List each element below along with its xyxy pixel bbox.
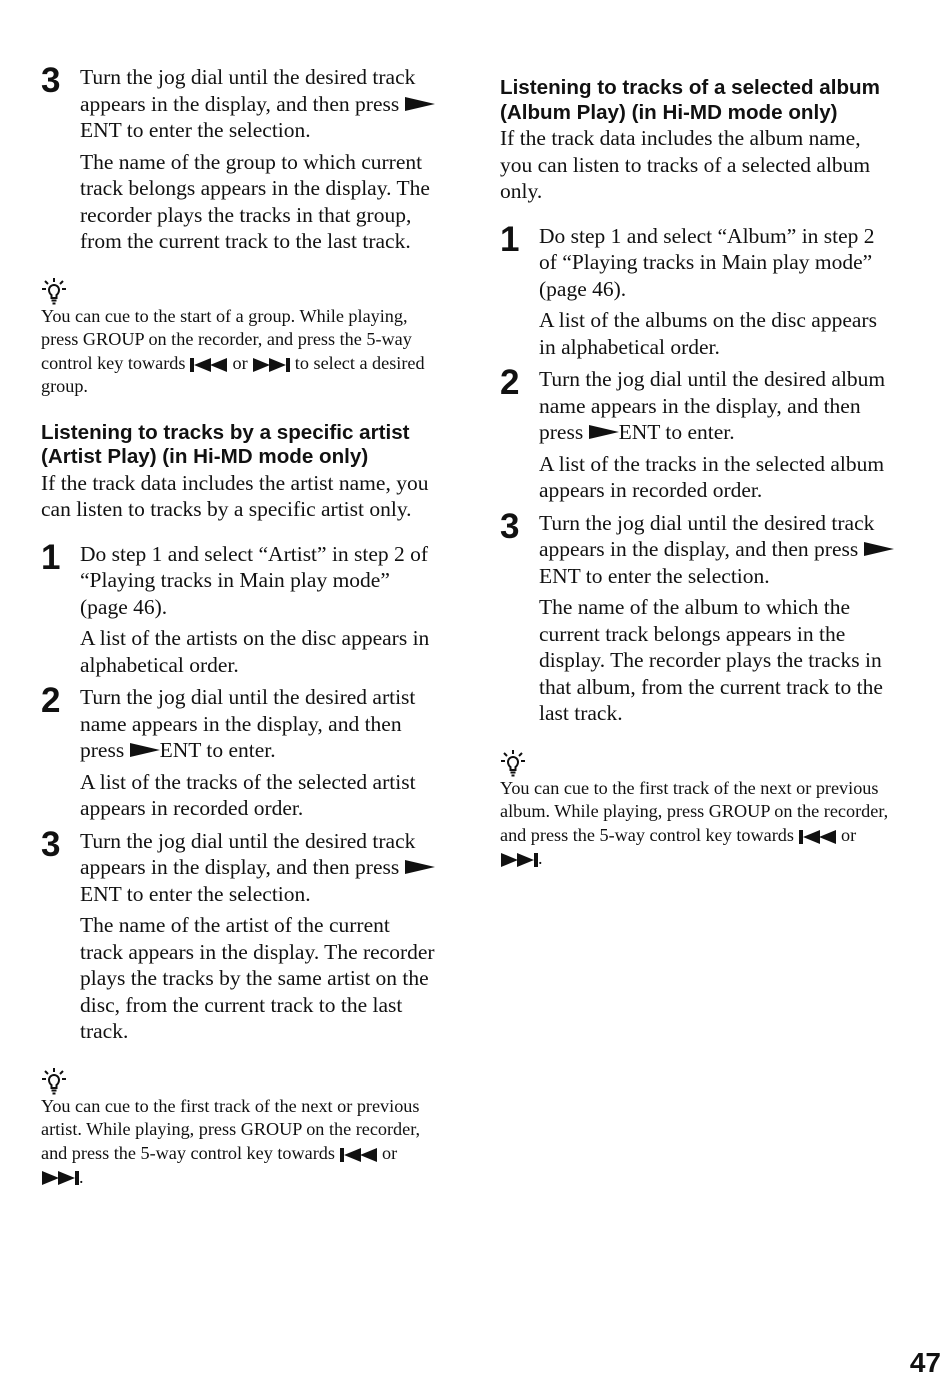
lightbulb-hint-icon — [500, 749, 526, 777]
play-button-icon — [589, 424, 619, 440]
tip-text: You can cue to the first track of the next or previous artist. While playing, press GROUP on the recorder, and press the 5-way control key towards or . — [41, 1095, 421, 1187]
artist-play-section — [41, 421, 436, 1189]
step-instruction: Turn the jog dial until the desired artist name appears in the display, and then press ENT to enter. — [80, 685, 416, 763]
next-track-icon — [41, 1170, 79, 1186]
step-instruction: Do step 1 and select “Album” in step 2 of “Playing tracks in Main play mode” (page 46). — [539, 223, 875, 301]
lightbulb-hint-icon — [41, 1067, 67, 1095]
step-result: The name of the group to which current track belongs appears in the display. The recorder plays the tracks in that group, from the current track to the last track. — [80, 149, 430, 253]
step-instruction: Turn the jog dial until the desired album name appears in the display, and then press ENT to enter. — [539, 367, 886, 444]
step-number: 1 — [500, 219, 520, 259]
left-column — [41, 61, 436, 1211]
play-button-icon — [864, 541, 894, 557]
step-instruction: Turn the jog dial until the desired track appears in the display, and then press ENT to enter the selection. — [539, 510, 895, 590]
tip-group-cue — [41, 277, 436, 399]
step-result: The name of the artist of the current track appears in the display. The recorder plays the tracks by the same artist on the disc, from the current track to the last track. — [80, 913, 435, 1044]
tip-album-cue — [500, 749, 895, 871]
section-intro: If the track data includes the artist name, you can listen to tracks by a specific artist only. — [41, 470, 429, 522]
next-track-icon — [500, 852, 538, 868]
step-number: 2 — [41, 681, 61, 721]
step-number: 2 — [500, 363, 520, 402]
artist-play-step-3 — [41, 824, 436, 1045]
play-button-icon — [405, 859, 435, 875]
play-button-icon — [405, 96, 435, 112]
step-result: A list of the albums on the disc appears in alphabetical order. — [539, 308, 877, 359]
step-result: A list of the tracks of the selected artist appears in recorded order. — [80, 769, 416, 821]
album-play-section — [500, 76, 895, 871]
album-play-step-1 — [500, 219, 895, 361]
right-column — [500, 76, 895, 893]
artist-play-step-1 — [41, 537, 436, 679]
group-play-step-3 — [41, 61, 436, 255]
step-number: 1 — [41, 537, 61, 577]
section-intro: If the track data includes the album name, you can listen to tracks of a selected album only. — [500, 126, 871, 203]
tip-text: You can cue to the first track of the next or previous album. While playing, press GROUP on the recorder, and press the 5-way control key towards or . — [500, 777, 889, 869]
play-button-icon — [130, 742, 160, 758]
tip-text: You can cue to the start of a group. While playing, press GROUP on the recorder, and press the 5-way control key towards or to select a desired group. — [41, 305, 425, 397]
lightbulb-hint-icon — [41, 277, 67, 305]
next-track-icon — [252, 357, 290, 373]
step-instruction: Do step 1 and select “Artist” in step 2 of “Playing tracks in Main play mode” (page 46). — [80, 541, 429, 619]
step-instruction: Turn the jog dial until the desired track appears in the display, and then press ENT to enter the selection. — [80, 828, 436, 908]
previous-track-icon — [799, 829, 837, 845]
step-number: 3 — [41, 61, 61, 100]
step-result: A list of the tracks in the selected album appears in recorded order. — [539, 451, 885, 502]
step-number: 3 — [500, 506, 520, 546]
step-instruction: Turn the jog dial until the desired track appears in the display, and then press ENT to enter the selection. — [80, 64, 436, 144]
previous-track-icon — [340, 1147, 378, 1163]
step-number: 3 — [41, 824, 61, 864]
tip-artist-cue — [41, 1067, 436, 1189]
step-result: The name of the album to which the current track belongs appears in the display. The recorder plays the tracks in that album, from the current track to the last track. — [539, 595, 883, 725]
page-number: 47 — [909, 1347, 941, 1378]
album-play-step-2 — [500, 363, 895, 504]
artist-play-step-2 — [41, 681, 436, 822]
section-heading: Listening to tracks of a selected album (Album Play) (in Hi-MD mode only) — [500, 76, 880, 124]
album-play-step-3 — [500, 506, 895, 727]
step-result: A list of the artists on the disc appears in alphabetical order. — [80, 626, 430, 677]
previous-track-icon — [190, 357, 228, 373]
section-heading: Listening to tracks by a specific artist (Artist Play) (in Hi-MD mode only) — [41, 420, 410, 469]
